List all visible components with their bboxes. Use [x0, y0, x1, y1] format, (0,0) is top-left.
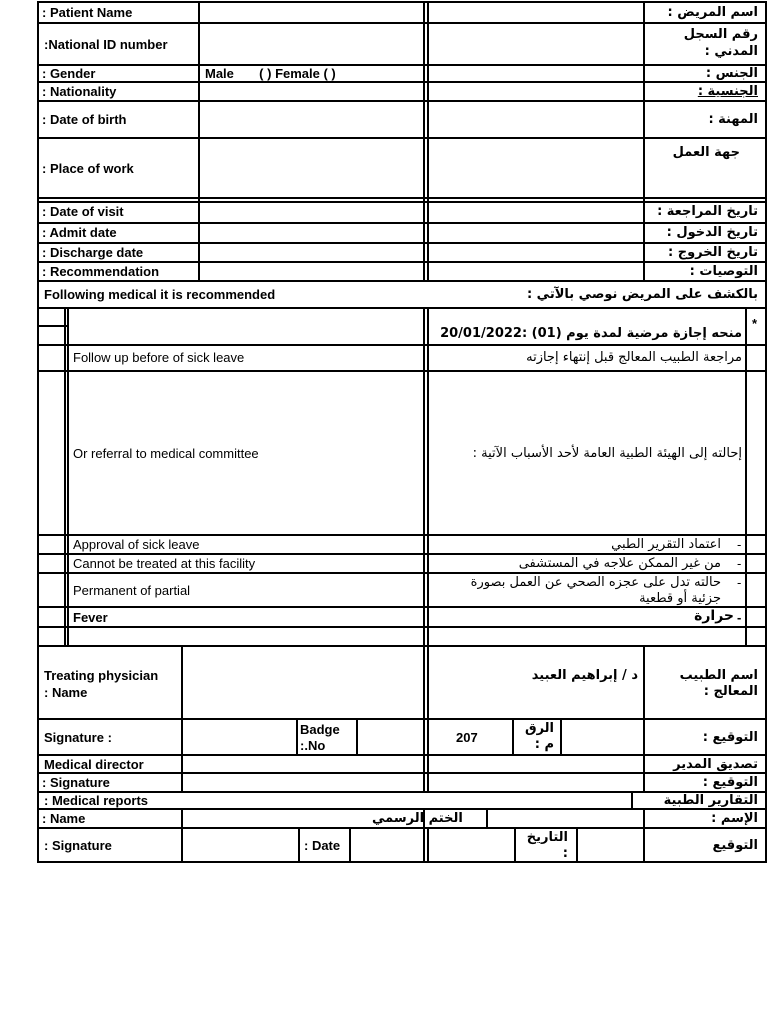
gender-label: : Gender: [42, 66, 96, 81]
cannot-treat-text: Cannot be treated at this facility: [73, 556, 256, 571]
reports-date-label-ar-1: التاريخ: [526, 830, 568, 845]
date-of-visit-label: : Date of visit: [42, 204, 124, 219]
permanent-dash: -: [737, 575, 742, 590]
physician-name-value: د / إبراهيم العبيد: [531, 668, 638, 683]
director-signature-label: : Signature: [42, 775, 110, 790]
date-of-birth-label: : Date of birth: [42, 112, 127, 127]
medical-reports-label-ar: التقارير الطبية: [663, 793, 758, 808]
reports-date-label-ar-2: :: [562, 846, 568, 861]
referral-text-ar: إحالته إلى الهيئة الطبية العامة لأحد الأسباب الآتية :: [472, 446, 742, 461]
reports-date-label: : Date: [304, 838, 341, 853]
director-signature-label-ar: التوقيع :: [702, 775, 758, 790]
national-id-label-ar-2: المدني :: [704, 44, 758, 59]
fever-text-ar: حرارة: [694, 608, 734, 624]
recommendation-header-ar: بالكشف على المريض نوصي بالآتي :: [526, 287, 758, 302]
reports-name-label-ar: الإسم :: [711, 811, 758, 826]
admit-date-label: : Admit date: [42, 225, 117, 240]
profession-label-ar: المهنة :: [708, 112, 758, 127]
sick-leave-text-ar: منحه إجازة مرضية لمدة يوم (01) :20/01/2022: [440, 326, 742, 341]
place-of-work-label: : Place of work: [42, 161, 134, 176]
number-label-ar-1: الرق: [524, 721, 554, 736]
permanent-text-ar-2: جزئية أو قطعية: [639, 591, 721, 606]
recommendation-header: Following medical it is recommended: [44, 287, 276, 302]
medical-reports-label: : Medical reports: [44, 793, 149, 808]
fever-text: Fever: [73, 610, 108, 625]
nationality-label-ar: الجنسية :: [697, 84, 758, 99]
approval-text-ar: اعتماد التقرير الطبي: [611, 537, 721, 552]
badge-no-label-2: :.No: [300, 738, 326, 753]
nationality-label: : Nationality: [42, 84, 117, 99]
referral-text: Or referral to medical committee: [73, 446, 259, 461]
gender-value: Male ( ) Female ( ): [205, 66, 336, 81]
official-stamp-label-ar: الختم الرسمي: [372, 811, 463, 826]
discharge-date-label: : Discharge date: [42, 245, 144, 260]
asterisk-marker: *: [752, 316, 758, 331]
reports-signature-label-ar: التوقيع: [712, 838, 758, 853]
fever-dash: -: [737, 610, 742, 625]
medical-director-label-ar: تصديق المدير: [673, 757, 758, 772]
follow-up-text: Follow up before of sick leave: [73, 350, 245, 365]
national-id-label-ar-1: رقم السجل: [683, 27, 758, 42]
badge-no-value: 207: [456, 730, 478, 745]
recommendation-label-ar: التوصيات :: [689, 264, 758, 279]
approval-dash: -: [737, 537, 742, 552]
physician-name-label-ar-2: المعالج :: [703, 684, 758, 699]
patient-name-label: : Patient Name: [42, 5, 133, 20]
permanent-text: Permanent of partial: [73, 583, 191, 598]
gender-label-ar: الجنس :: [705, 66, 758, 81]
cannot-treat-dash: -: [737, 556, 742, 571]
physician-signature-label: Signature :: [44, 730, 112, 745]
physician-name-label-2: : Name: [44, 685, 88, 700]
date-of-visit-label-ar: تاريخ المراجعة :: [657, 204, 758, 219]
discharge-date-label-ar: تاريخ الخروج :: [668, 245, 758, 260]
follow-up-text-ar: مراجعة الطبيب المعالج قبل إنتهاء إجازته: [526, 350, 742, 365]
recommendation-label: : Recommendation: [42, 264, 160, 279]
admit-date-label-ar: تاريخ الدخول :: [666, 225, 758, 240]
physician-name-label-1: Treating physician: [44, 668, 159, 683]
national-id-label: :National ID number: [44, 37, 168, 52]
physician-name-label-ar-1: اسم الطبيب: [679, 668, 758, 683]
reports-signature-label: : Signature: [44, 838, 112, 853]
badge-no-label-1: Badge: [300, 722, 340, 737]
medical-director-label: Medical director: [44, 757, 144, 772]
cannot-treat-text-ar: من غير الممكن علاجه في المستشفى: [518, 556, 721, 571]
patient-name-label-ar: اسم المريض :: [667, 5, 758, 20]
number-label-ar-2: م :: [534, 737, 554, 752]
permanent-text-ar-1: حالته تدل على عجزه الصحي عن العمل بصورة: [470, 575, 721, 590]
approval-text: Approval of sick leave: [73, 537, 200, 552]
place-of-work-label-ar: جهة العمل: [672, 145, 740, 160]
reports-name-label: : Name: [42, 811, 86, 826]
physician-signature-label-ar: التوقيع :: [702, 730, 758, 745]
